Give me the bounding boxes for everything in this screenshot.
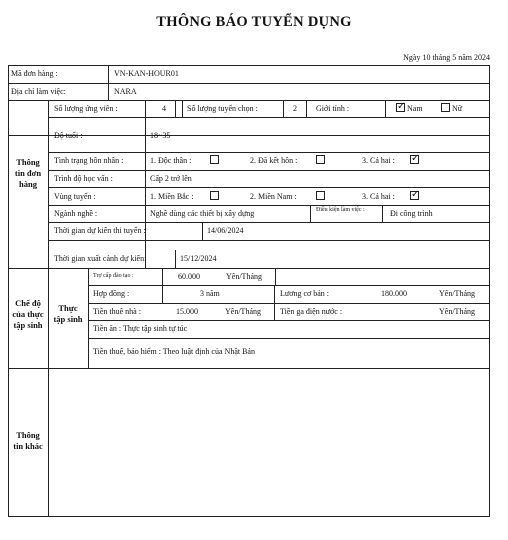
notice-date: Ngày 10 tháng 5 năm 2024: [403, 53, 490, 62]
exam-date-value: 14/06/2024: [207, 226, 244, 235]
check-mark-icon: ✓: [411, 189, 420, 200]
age-value: 18~35: [150, 131, 171, 140]
rent-value: 15.000: [176, 307, 198, 316]
training-allowance-value: 60.000: [178, 272, 200, 281]
selected-value: 2: [293, 104, 297, 113]
education-value: Cấp 2 trở lên: [150, 174, 192, 183]
marital-label: Tình trạng hôn nhân :: [54, 156, 124, 165]
marital-married-label: 2. Đã kết hôn :: [250, 156, 298, 165]
region-north-checkbox[interactable]: [210, 191, 219, 200]
work-address-value: NARA: [114, 87, 137, 96]
gender-label: Giới tính :: [316, 104, 350, 113]
marital-married-checkbox[interactable]: [316, 155, 325, 164]
rent-label: Tiền thuê nhà :: [93, 307, 141, 316]
section-benefits: Chế độ của thực tập sinh: [12, 298, 44, 330]
section-other-info: Thông tin khác: [13, 430, 43, 451]
marital-single-checkbox[interactable]: [210, 155, 219, 164]
marital-single-label: 1. Độc thân :: [150, 156, 192, 165]
region-south-label: 2. Miền Nam :: [250, 192, 297, 201]
work-address-label: Địa chỉ làm việc:: [11, 87, 66, 96]
age-label: Độ tuổi :: [54, 131, 83, 140]
gender-male-label: Nam: [407, 104, 423, 113]
region-both-checkbox[interactable]: [410, 191, 419, 200]
industry-label: Ngành nghề :: [54, 209, 98, 218]
contract-value: 3 năm: [200, 289, 220, 298]
page-title: THÔNG BÁO TUYỂN DỤNG: [156, 14, 352, 30]
marital-both-checkbox[interactable]: [410, 155, 419, 164]
order-code-label: Mã đơn hàng :: [11, 69, 58, 78]
contract-label: Hợp đồng :: [93, 289, 130, 298]
check-mark-icon: ✓: [411, 153, 420, 164]
meals-info: Tiền ăn : Thực tập sinh tự túc: [93, 324, 188, 333]
region-north-label: 1. Miền Bắc :: [150, 192, 194, 201]
tax-insurance-info: Tiền thuế, bảo hiểm : Theo luật định của Nhật Bản: [93, 347, 255, 356]
order-code-value: VN-KAN-HOUR01: [114, 69, 179, 78]
work-condition-value: Đi công trình: [390, 209, 433, 218]
rent-unit: Yên/Tháng: [225, 307, 261, 316]
section-order-info: Thông tin đơn hàng: [14, 157, 42, 189]
applicants-label: Số lượng ứng viên :: [54, 104, 118, 113]
utilities-label: Tiền ga điện nước :: [280, 307, 343, 316]
base-salary-label: Lương cơ bản :: [280, 289, 330, 298]
education-label: Trình độ học vấn :: [54, 174, 113, 183]
work-condition-label: Điều kiện làm việc :: [316, 207, 365, 213]
check-mark-icon: ✓: [397, 101, 406, 112]
departure-date-label: Thời gian xuất cảnh dự kiến:: [54, 254, 147, 263]
gender-female-label: Nữ: [452, 104, 463, 113]
gender-female-checkbox[interactable]: [441, 103, 450, 112]
base-salary-value: 180.000: [381, 289, 407, 298]
region-both-label: 3. Cả hai :: [362, 192, 395, 201]
industry-value: Nghề dùng các thiết bị xây dựng: [150, 209, 255, 218]
section-trainee: Thực tập sinh: [53, 303, 83, 324]
gender-male-checkbox[interactable]: [396, 103, 405, 112]
marital-both-label: 3. Cả hai :: [362, 156, 395, 165]
applicants-value: 4: [162, 104, 166, 113]
departure-date-value: 15/12/2024: [180, 254, 217, 263]
training-allowance-label: Trợ cấp đào tạo :: [93, 273, 134, 279]
utilities-unit: Yên/Tháng: [439, 307, 475, 316]
exam-date-label: Thời gian dự kiến thi tuyển :: [54, 226, 146, 235]
base-salary-unit: Yên/Tháng: [439, 289, 475, 298]
region-south-checkbox[interactable]: [316, 191, 325, 200]
training-allowance-unit: Yên/Tháng: [226, 272, 262, 281]
region-label: Vùng tuyển :: [54, 192, 96, 201]
selected-label: Số lượng tuyển chọn :: [187, 104, 258, 113]
